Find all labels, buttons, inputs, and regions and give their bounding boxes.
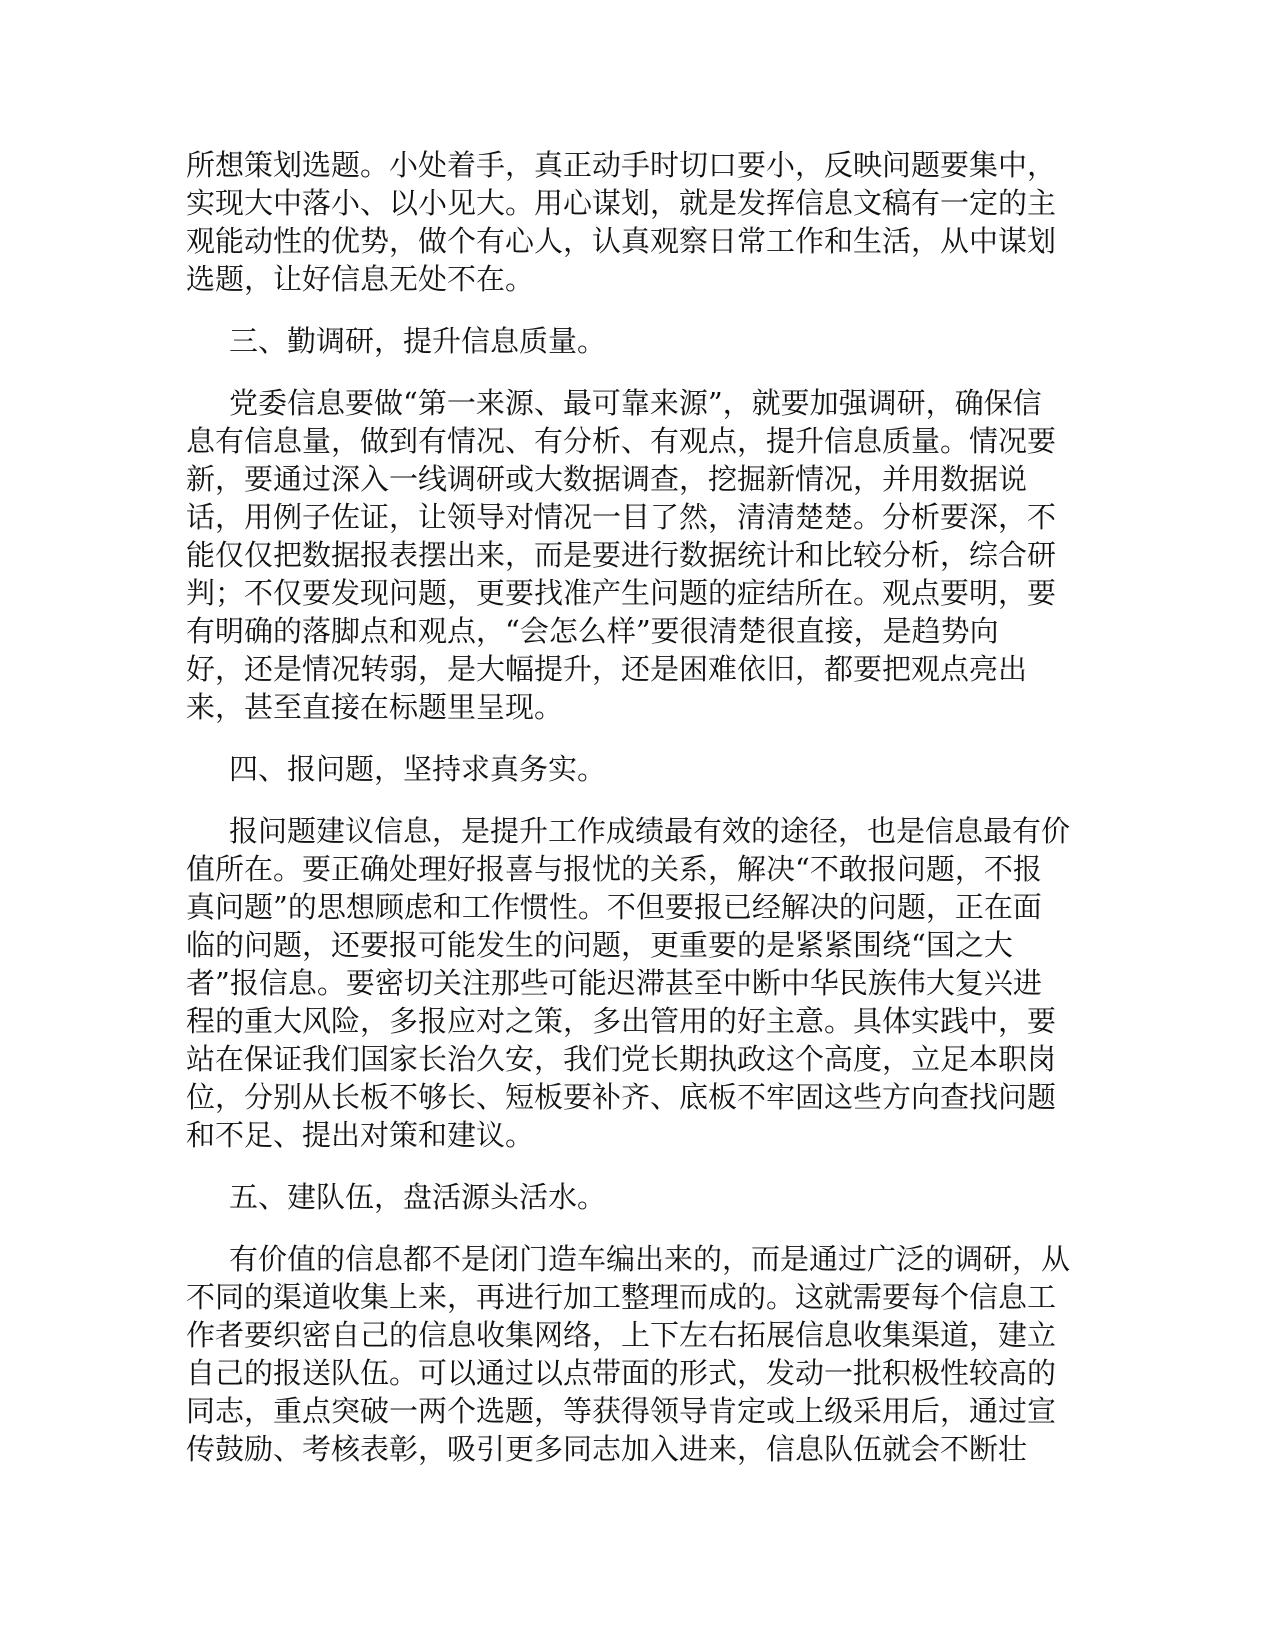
section-heading-4: 四、报问题，坚持求真务实。: [229, 752, 607, 786]
text-line: 位，分别从长板不够长、短板要补齐、底板不牢固这些方向查找问题: [186, 1080, 1057, 1114]
text-line: 选题，让好信息无处不在。: [186, 262, 535, 296]
text-line: 判；不仅要发现问题，更要找准产生问题的症结所在。观点要明，要: [186, 576, 1057, 610]
text-line: 同志，重点突破一两个选题，等获得领导肯定或上级采用后，通过宣: [186, 1394, 1057, 1428]
text-line: 好，还是情况转弱，是大幅提升，还是困难依旧，都要把观点亮出: [186, 652, 1028, 686]
text-line: 真问题”的思想顾虑和工作惯性。不但要报已经解决的问题，正在面: [186, 890, 1042, 924]
text-line: 站在保证我们国家长治久安，我们党长期执政这个高度，立足本职岗: [186, 1042, 1057, 1076]
text-line: 值所在。要正确处理好报喜与报忧的关系，解决“不敢报问题，不报: [186, 852, 1042, 886]
paragraph-2: [186, 384, 1086, 726]
text-line: 者”报信息。要密切关注那些可能迟滞甚至中断中华民族伟大复兴进: [186, 966, 1042, 1000]
text-line: 报问题建议信息，是提升工作成绩最有效的途径，也是信息最有价: [229, 814, 1071, 848]
text-line: 能仅仅把数据报表摆出来，而是要进行数据统计和比较分析，综合研: [186, 538, 1057, 572]
document-page: [186, 146, 1086, 1468]
text-line: 作者要织密自己的信息收集网络，上下左右拓展信息收集渠道，建立: [186, 1318, 1057, 1352]
text-line: 实现大中落小、以小见大。用心谋划，就是发挥信息文稿有一定的主: [186, 186, 1057, 220]
section-heading-5: 五、建队伍，盘活源头活水。: [229, 1180, 607, 1214]
text-line: 和不足、提出对策和建议。: [186, 1118, 535, 1152]
text-line: 话，用例子佐证，让领导对情况一目了然，清清楚楚。分析要深，不: [186, 500, 1057, 534]
text-line: 观能动性的优势，做个有心人，认真观察日常工作和生活，从中谋划: [186, 224, 1057, 258]
text-line: 息有信息量，做到有情况、有分析、有观点，提升信息质量。情况要: [186, 424, 1057, 458]
paragraph-4: [186, 1240, 1086, 1468]
text-line: 有明确的落脚点和观点，“会怎么样”要很清楚很直接，是趋势向: [186, 614, 999, 648]
text-line: 自己的报送队伍。可以通过以点带面的形式，发动一批积极性较高的: [186, 1356, 1057, 1390]
text-line: 新，要通过深入一线调研或大数据调查，挖掘新情况，并用数据说: [186, 462, 1028, 496]
text-line: 党委信息要做“第一来源、最可靠来源”，就要加强调研，确保信: [229, 386, 1042, 420]
text-line: 所想策划选题。小处着手，真正动手时切口要小，反映问题要集中，: [186, 148, 1057, 182]
text-line: 程的重大风险，多报应对之策，多出管用的好主意。具体实践中，要: [186, 1004, 1057, 1038]
text-line: 不同的渠道收集上来，再进行加工整理而成的。这就需要每个信息工: [186, 1280, 1057, 1314]
text-line: 临的问题，还要报可能发生的问题，更重要的是紧紧围绕“国之大: [186, 928, 1013, 962]
text-line: 来，甚至直接在标题里呈现。: [186, 690, 564, 724]
paragraph-3: [186, 812, 1086, 1154]
section-heading-3: 三、勤调研，提升信息质量。: [229, 324, 607, 358]
paragraph-1: [186, 146, 1086, 298]
text-line: 传鼓励、考核表彰，吸引更多同志加入进来，信息队伍就会不断壮: [186, 1432, 1028, 1466]
text-line: 有价值的信息都不是闭门造车编出来的，而是通过广泛的调研，从: [229, 1242, 1071, 1276]
